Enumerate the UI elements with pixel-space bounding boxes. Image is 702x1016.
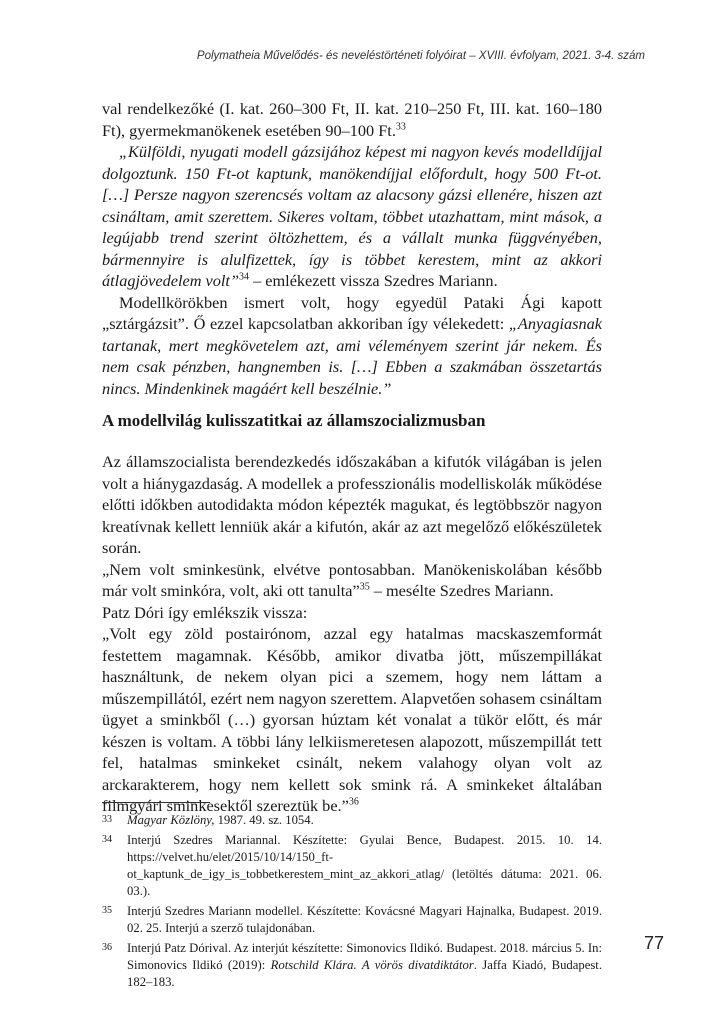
section-heading: A modellvilág kulisszatitkai az államszocializmusban — [102, 411, 486, 430]
quotation: „Volt egy zöld postairónom, azzal egy hatalmas macskaszemformát festettem magamnak. Később, amikor divatba jött, műszempillákat használtunk, de nekem olyan pici a szemem, hogy nem láttam a műszempillától, ezért nem nagyon szerettem. Alapvetően sohasem csináltam ügyet a sminkből (…) gyorsan húztam két vonalat a tükör előtt, és már készen is voltam. A többi lány lelkiismeretesen alapozott, műszempillát tett fel, hatalmas sminkeket csinált, nekem valahogy olyan volt az arckarakterem, hogy nem kellett sok smink rá. A sminkeket általában filmgyári sminkesektől szereztük be.” — [102, 624, 602, 815]
footnote-text: Interjú Szedres Mariann modellel. Készítette: Kovácsné Magyari Hajnalka, Budapest. 2019. 02. 25. Interjú a szerző tulajdonában. — [127, 904, 602, 935]
section-body — [102, 451, 602, 817]
paragraph: Patz Dóri így emlékszik vissza: — [102, 602, 308, 622]
footnote-ref[interactable]: 35 — [359, 581, 370, 593]
footnote — [102, 832, 602, 900]
footnote-body: . Jaffa Kiadó, Budapest. 182–183. — [127, 958, 602, 989]
footnote-text — [127, 940, 602, 991]
paragraph-text: val rendelkezőké (I. kat. 260–300 Ft, II. kat. 210–250 Ft, III. kat. 160–180 Ft), gyermekmanökenek esetében 90–100 Ft. — [102, 99, 602, 140]
quote-paragraph — [102, 623, 602, 817]
attribution: – emlékezett vissza Szedres Mariann. — [249, 271, 498, 290]
footnote-number: 36 — [102, 942, 112, 953]
footnote-body: Interjú Patz Dórival. Az interjút készítette: Simonovics Ildikó. Budapest. 2018. március 5. In: Simonovics Ildikó (2019): — [127, 941, 602, 972]
paragraph-text: Modellkörökben ismert volt, hogy egyedül Pataki Ági kapott „sztárgázsit”. Ő ezzel kapcsolatban akkoriban így vélekedett: — [102, 292, 602, 333]
footnote-number: 33 — [102, 814, 112, 825]
quotation: „Külföldi, nyugati modell gázsijához képest mi nagyon kevés modelldíjjal dolgoztunk. 150 Ft-ot kaptunk, manökendíjjal előfordult, hogy 500 Ft-ot. […] Persze nagyon szerencsés voltam az alacsony gázsi ellenére, hiszen azt csináltam, amit szerettem. Sikeres voltam, többet utazhattam, mint mások, a legújabb trend szerint öltözhettem, és a vállalt munka függvényében, bármennyire is alulfizettek, így is többet kerestem, mint az akkori átlagjövedelem volt” — [102, 142, 602, 290]
quote-paragraph — [102, 141, 602, 292]
body-text — [102, 98, 602, 399]
footnote — [102, 812, 602, 829]
footnote — [102, 903, 602, 937]
quotation: „Nem volt sminkesünk, elvétve pontosabban. Manökeniskolában később már volt sminkóra, volt, aki ott tanulta” — [102, 559, 602, 600]
footnote-divider — [102, 802, 210, 803]
quote-paragraph — [102, 559, 602, 602]
footnote-italic: Rotschild Klára. A vörös divatdiktátor — [270, 958, 474, 972]
paragraph: Az államszocialista berendezkedés időszakában a kifutók világában is jelen volt a hiánygazdaság. A modellek a professzionális modelliskolák működése előtti időkben autodidakta módon képezték magukat, és legtöbbször nagyon kreatívnak kellett lenniük akár a kifutón, akár az azt megelőző előkészületek során. — [102, 452, 602, 557]
footnote — [102, 940, 602, 991]
footnote-ref[interactable]: 34 — [239, 271, 249, 283]
footnotes — [102, 812, 602, 994]
paragraph — [102, 98, 602, 141]
attribution: – mesélte Szedres Mariann. — [369, 581, 554, 600]
page-number: 77 — [644, 933, 665, 953]
footnote-number: 35 — [102, 905, 112, 916]
quotation: „Anyagiasnak tartanak, mert megkövetelem azt, ami véleményem szerint jár nekem. És nem csak pénzben, hangnemben is. […] Ebben a szakmában összetartás nincs. Mindenkinek magáért kell beszélnie.” — [102, 314, 602, 398]
footnote-ref[interactable]: 33 — [395, 121, 406, 133]
running-header: Polymatheia Művelődés- és neveléstörténeti folyóirat – XVIII. évfolyam, 2021. 3-4. szám — [196, 50, 645, 62]
footnote-text — [127, 812, 602, 829]
footnote-body: 1987. 49. sz. 1054. — [214, 813, 314, 827]
footnote-text[interactable]: Interjú Szedres Mariannal. Készítette: Gyulai Bence, Budapest. 2015. 10. 14. https://velvet.hu/elet/2015/10/14/150_ft-ot_kaptunk_de_igy_is_tobbetkerestem_mint_az_akkori_atlag/ (letöltés dátuma: 2021. 06. 03.). — [127, 833, 602, 898]
footnote-number: 34 — [102, 834, 112, 845]
footnote-ref[interactable]: 36 — [348, 796, 359, 808]
paragraph — [102, 292, 602, 400]
footnote-italic: Magyar Közlöny, — [127, 813, 215, 827]
